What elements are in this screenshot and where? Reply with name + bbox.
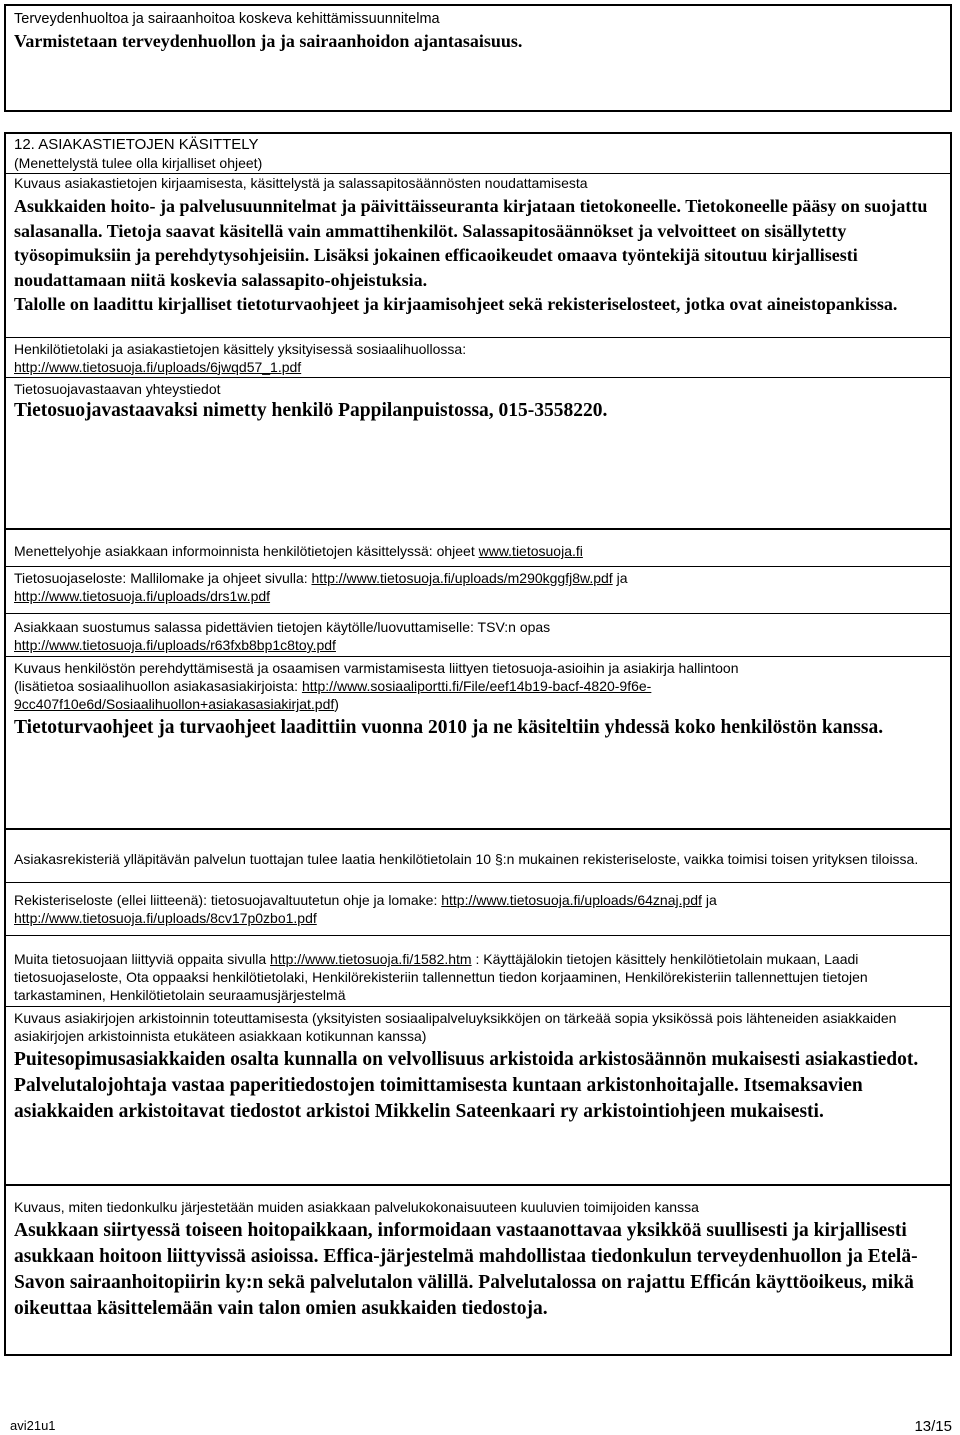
privacy-statement-text: Tietosuojaseloste: Mallilomake ja ohjeet sivulla: — [14, 570, 312, 586]
informing-box — [4, 530, 952, 830]
contact-label: Tietosuojavastaavan yhteystiedot — [14, 380, 221, 397]
other-guides-list: : Käyttäjälokin tietojen käsittely henkilötietolain mukaan, Laadi tietosuojaseloste, Ota oppaaksi henkilötietolaki, Henkilörekisteriin tallennettun tiedon korjaaminen, Henkilörekisteriin tallennettujen tietojen tarkastaminen, Henkilötietolain seuraamusjärjestelmä — [14, 951, 868, 1003]
records-answer-2: Talolle on laadittu kirjalliset tietoturvaohjeet ja kirjaamisohjeet sekä rekisteriselosteet, jotka ovat aineistopankissa. — [14, 294, 898, 314]
register-box — [4, 830, 952, 1186]
sosiaaliportti-link[interactable]: http://www.sosiaaliportti.fi/File/eef14b19-bacf-4820-9f6e- — [301, 678, 652, 694]
training-answer: Tietoturvaohjeet ja turvaohjeet laadittiin vuonna 2010 ja ne käsiteltiin yhdessä koko henkilöstön kanssa. — [14, 717, 884, 738]
register-form-text: Rekisteriseloste (ellei liitteenä): tietosuojavaltuutetun ohje ja lomake: — [14, 892, 442, 908]
consent-text: Asiakkaan suostumus salassa pidettävien tietojen käytölle/luovuttamiselle: TSV:n opas — [14, 619, 551, 635]
plan-title: Terveydenhuoltoa ja sairaanhoitoa koskeva kehittämissuunnitelma — [14, 11, 440, 27]
contact-answer: Tietosuojavastaavaksi nimetty henkilö Pappilanpuistossa, 015-3558220. — [14, 399, 608, 421]
header-box — [4, 4, 952, 112]
archive-description: Kuvaus asiakirjojen arkistoinnin toteuttamisesta (yksityisten sosiaalipalveluyksikköjen on tärkeää sopia yksikössä pois lähteneiden asiakkaiden asiakirjojen arkistoinnista etukäteen asiakkaan kotikunnan kanssa) — [14, 1010, 897, 1044]
register-form — [14, 891, 942, 927]
law-link[interactable]: http://www.tietosuoja.fi/uploads/6jwqd57_1.pdf — [14, 358, 302, 375]
training-description: Kuvaus henkilöstön perehdyttämisestä ja osaamisen varmistamisesta liittyen tietosuoja-asioihin ja asiakirja hallintoon — [14, 660, 739, 676]
privacy-form-link[interactable]: http://www.tietosuoja.fi/uploads/m290kggfj8w.pdf — [311, 570, 613, 586]
other-guides — [14, 950, 942, 1004]
law-text: Henkilötietolaki ja asiakastietojen käsittely yksityisessä sosiaalihuollossa: — [14, 340, 467, 357]
privacy-statement — [14, 569, 942, 605]
footer-doc-id: avi21u1 — [10, 1418, 56, 1433]
footer-page-number: 13/15 — [914, 1418, 952, 1435]
informing-guideline-text: Menettelyohje asiakkaan informoinnista henkilötietojen käsittelyssä: ohjeet — [14, 543, 479, 559]
training-extra — [14, 677, 942, 713]
register-guide-link[interactable]: http://www.tietosuoja.fi/uploads/8cv17p0zbo1.pdf — [14, 910, 317, 926]
privacy-guide-link[interactable]: http://www.tietosuoja.fi/uploads/drs1w.pdf — [14, 588, 271, 604]
informing-guideline — [14, 542, 942, 560]
archive-answer: Puitesopimusasiakkaiden osalta kunnalla on velvollisuus arkistoida arkistosäännön mukaisesti asiakastiedot. Palvelutalojohtaja vastaa paperitiedostojen toimittamisesta kuntaan arkistonhoitajalle. Itsemaksavien asiakkaiden arkistoitavat tiedostot arkistoi Mikkelin Sateenkaari ry arkistointiohjeen mukaisesti. — [14, 1049, 919, 1122]
consent-guide-link[interactable]: http://www.tietosuoja.fi/uploads/r63fxb8bp1c8toy.pdf — [14, 637, 336, 653]
sosiaaliportti-link-cont[interactable]: 9cc407f10e6d/Sosiaalihuollon+asiakasasiakirjat.pdf — [14, 696, 335, 712]
training-extra-close: ) — [334, 696, 339, 712]
info-flow-description: Kuvaus, miten tiedonkulku järjestetään muiden asiakkaan palvelukokonaisuuteen kuuluvien toimijoiden kanssa — [14, 1199, 699, 1215]
section-note: (Menettelystä tulee olla kirjalliset ohjeet) — [14, 155, 263, 171]
section-title: 12. ASIAKASTIETOJEN KÄSITTELY — [14, 136, 259, 153]
tietosuoja-link[interactable]: www.tietosuoja.fi — [478, 543, 583, 559]
info-flow-answer: Asukkaan siirtyessä toiseen hoitopaikkaan, informoidaan vastaanottavaa yksikköä suullisesti ja kirjallisesti asukkaan hoitoon liittyvissä asioissa. Effica-järjestelmä mahdollistaa tiedonkulun terveydenhuollon ja Etelä-Savon sairaanhoitopiirin ky:n sekä palvelutalon välillä. Palvelutalossa on rajattu Efficán käyttöoikeus, mikä oikeuttaa käsittelemään vain talon omien asukkaiden tiedostoja. — [14, 1220, 918, 1319]
other-guides-link[interactable]: http://www.tietosuoja.fi/1582.htm — [270, 951, 472, 967]
records-answer: Asukkaiden hoito- ja palvelusuunnitelmat ja päivittäisseuranta kirjataan tietokoneelle. Tietokoneelle pääsy on suojattu salasanalla. Tietoja saavat käsitellä vain ammattihenkilöt. Salassapitosäännökset ja velvoitteet on sisällytetty työsopimuksiin ja perehdytysohjeisiin. Lisäksi jokainen efficaoikeudet omaava työntekijä sitoutuu kirjallisesti noudattamaan niitä koskevia salassapito-ohjeistuksia. — [14, 196, 928, 290]
privacy-statement-and: ja — [612, 570, 628, 586]
register-form-and: ja — [701, 892, 717, 908]
plan-subtitle: Varmistetaan terveydenhuollon ja ja sairaanhoidon ajantasaisuus. — [14, 31, 523, 51]
section-12-box — [4, 132, 952, 530]
register-form-link[interactable]: http://www.tietosuoja.fi/uploads/64znaj.pdf — [441, 892, 702, 908]
other-guides-text: Muita tietosuojaan liittyviä oppaita sivulla — [14, 951, 271, 967]
training-extra-text: (lisätietoa sosiaalihuollon asiakasasiakirjoista: — [14, 678, 302, 694]
register-requirement: Asiakasrekisteriä ylläpitävän palvelun tuottajan tulee laatia henkilötietolain 10 §:n mukainen rekisteriseloste, vaikka toimisi toisen yrityksen tiloissa. — [14, 851, 919, 867]
info-flow-box — [4, 1186, 952, 1356]
records-description-label: Kuvaus asiakastietojen kirjaamisesta, käsittelystä ja salassapitosäännösten noudattamisesta — [14, 175, 588, 191]
